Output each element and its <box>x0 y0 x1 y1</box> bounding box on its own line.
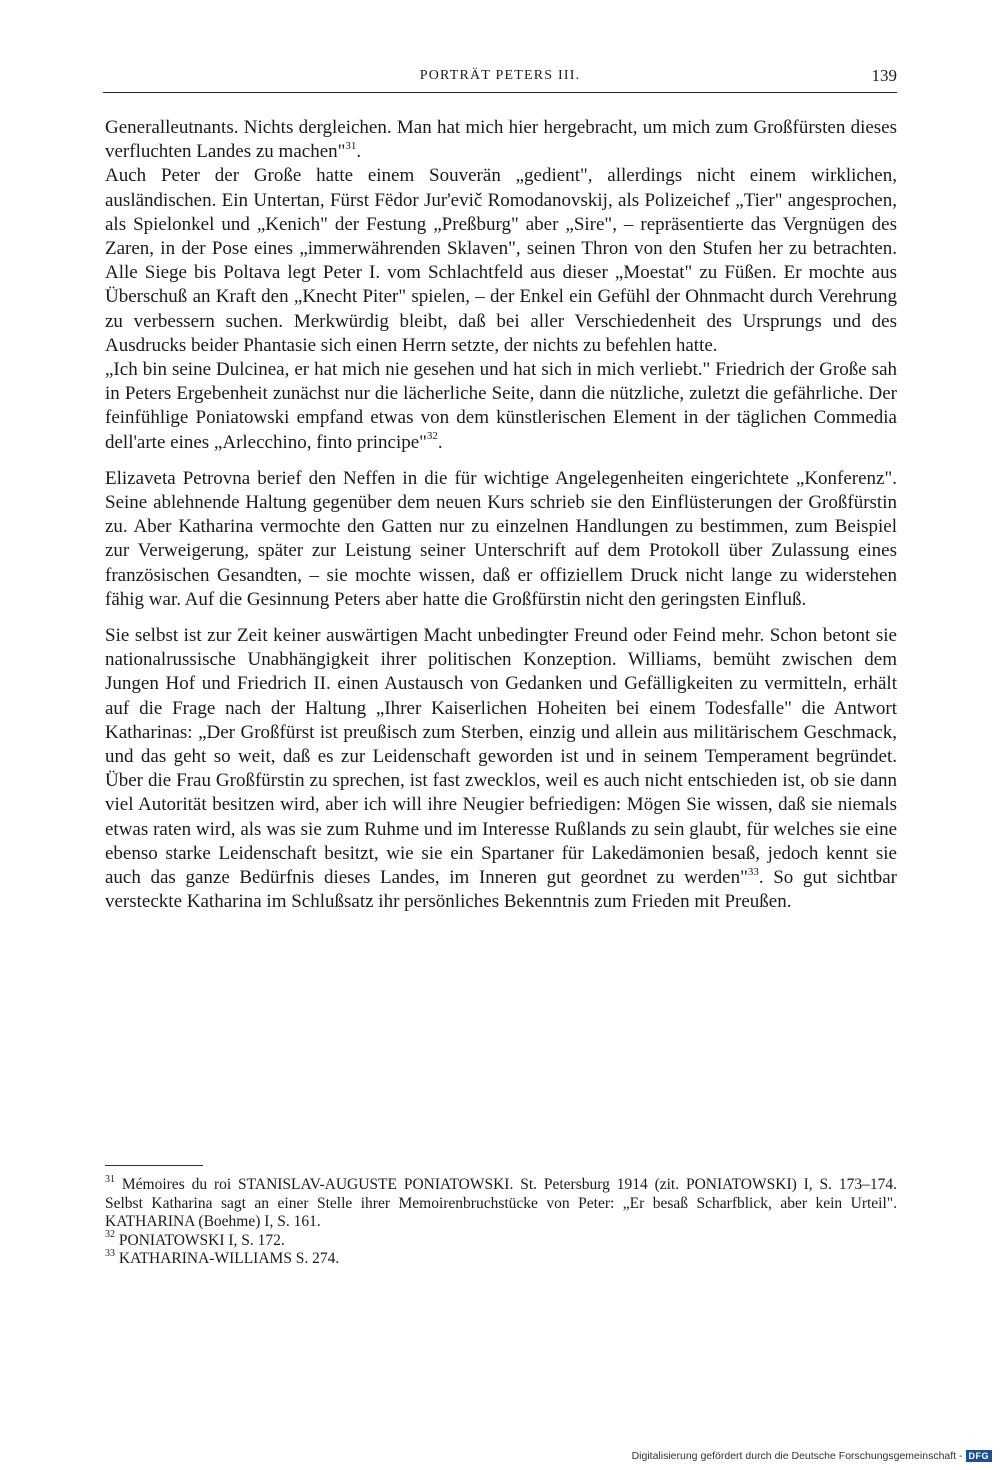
text-run: . <box>356 141 362 163</box>
footnote-text: Mémoires du roi STANISLAV-AUGUSTE PONIATOWSKI. St. Petersburg 1914 (zit. PONIATOWSKI) I, S. 173–174. Selbst Katharina sagt an einer Stelle ihrer Memoirenbruchstücke von Peter: „Er besaß Scharfblick, aber kein Urteil". KATHARINA (Boehme) I, S. 161. <box>105 1176 898 1230</box>
text-run: Sie selbst ist zur Zeit keiner auswärtigen Macht unbedingter Freund oder Feind mehr. Schon betont sie nationalrussische Unabhängigkeit ihrer politischen Konzeption. Williams, bemüht zwischen dem Jungen Hof und Friedrich II. einen Austausch von Gedanken und Gefälligkeiten zu vermitteln, erhält auf die Frage nach der Haltung „Ihrer Kaiserlichen Hoheiten bei einem Todesfalle" die Antwort Katharinas: „Der Großfürst ist preußisch zum Sterben, einzig und allein aus militärischem Geschmack, und das geht so weit, daß es zur Leidenschaft geworden ist und in seinem Temperament begründet. Über die Frau Großfürstin zu sprechen, ist fast zwecklos, weil es auch nicht entschieden ist, ob sie dann viel Autorität besitzen wird, aber ich will ihre Neugier befriedigen: Mögen Sie wissen, daß sie niemals etwas raten wird, als was sie zum Ruhme und im Interesse Rußlands zu sein glaubt, für welches sie eine ebenso starke Leidenschaft besitzt, wie sie ein Spartaner für Lakedämonien besaß, jedoch kennt sie auch das ganze Bedürfnis dieses Landes, im Inneren gut geordnet zu werden" <box>105 625 897 889</box>
text-run: „Ich bin seine Dulcinea, er hat mich nie gesehen und hat sich in mich verliebt." Friedrich der Große sah in Peters Ergebenheit zunächst nur die lächerliche Seite, dann die nützliche, zuletzt die gefährliche. Der feinfühlige Poniatowski empfand etwas von dem künstlerischen Element in der täglichen Commedia dell'arte eines „Arlecchino, finto principe" <box>105 359 897 453</box>
dfg-logo: DFG <box>966 1450 993 1462</box>
paragraph <box>105 358 897 455</box>
running-header <box>103 66 897 93</box>
main-text <box>105 116 897 915</box>
footnote <box>105 1229 897 1251</box>
footnote-number: 33 <box>105 1247 115 1259</box>
dfg-footer <box>632 1450 992 1462</box>
text-run: Auch Peter der Große hatte einem Souverän „gedient", allerdings nicht einem wirklichen, ausländischen. Ein Untertan, Fürst Fëdor Jur'evič Romodanovskij, als Polizeichef „Tier" angesprochen, als Spielonkel und „Kenich" der Festung „Preßburg" aber „Sire", – repräsentierte das Vergnügen des Zaren, in der Pose eines „immerwährenden Sklaven", seinen Thron von den Stufen her zu betrachten. Alle Siege bis Poltava legt Peter I. vom Schlachtfeld aus dieser „Moestat" zu Füßen. Er mochte aus Überschuß an Kraft den „Knecht Piter" spielen, – der Enkel ein Gefühl der Ohnmacht durch Verehrung zu verbessern suchen. Merkwürdig bleibt, daß bei aller Verschiedenheit des Ursprungs und des Ausdrucks beider Phantasie sich einen Herrn setzte, der nichts zu befehlen hatte. <box>105 165 897 356</box>
paragraph <box>105 116 897 164</box>
paragraph <box>105 467 897 612</box>
footnote-ref: 33 <box>747 865 759 878</box>
digitization-note: Digitalisierung gefördert durch die Deutsche Forschungsgemeinschaft - <box>631 1450 963 1462</box>
text-run: . <box>437 431 443 453</box>
footnote-ref: 32 <box>426 430 438 443</box>
footnote-number: 32 <box>105 1229 115 1241</box>
footnote-rule <box>105 1165 203 1166</box>
running-title: PORTRÄT PETERS III. <box>419 68 581 83</box>
footnote-text: KATHARINA-WILLIAMS S. 274. <box>118 1250 340 1267</box>
footnote-number: 31 <box>105 1173 115 1185</box>
footnote-ref: 31 <box>345 139 357 152</box>
text-run: Generalleutnants. Nichts dergleichen. Man hat mich hier hergebracht, um mich zum Großfürsten dieses verfluchten Landes zu machen" <box>105 117 897 163</box>
paragraph <box>105 164 897 358</box>
text-run: . So gut sichtbar versteckte Katharina im Schlußsatz ihr persönliches Bekenntnis zum Frieden mit Preußen. <box>105 867 897 913</box>
paragraph <box>105 624 897 914</box>
footnote <box>105 1247 897 1269</box>
page-number: 139 <box>871 66 897 85</box>
footnote-text: PONIATOWSKI I, S. 172. <box>118 1231 285 1249</box>
footnotes <box>105 1173 898 1269</box>
footnote <box>105 1173 898 1232</box>
text-run: Elizaveta Petrovna berief den Neffen in die für wichtige Angelegenheiten eingerichtete „Konferenz". Seine ablehnende Haltung gegenüber dem neuen Kurs schrieb sie den Einflüsterungen der Großfürstin zu. Aber Katharina vermochte den Gatten nur zu einzelnen Handlungen zu bestimmen, zum Beispiel zur Verweigerung, später zur Leistung seiner Unterschrift auf dem Protokoll über Zulassung eines französischen Gesandten, – sie mochte wissen, daß er offiziellem Druck nicht lange zu widerstehen fähig war. Auf die Gesinnung Peters aber hatte die Großfürstin nicht den geringsten Einfluß. <box>105 467 897 610</box>
